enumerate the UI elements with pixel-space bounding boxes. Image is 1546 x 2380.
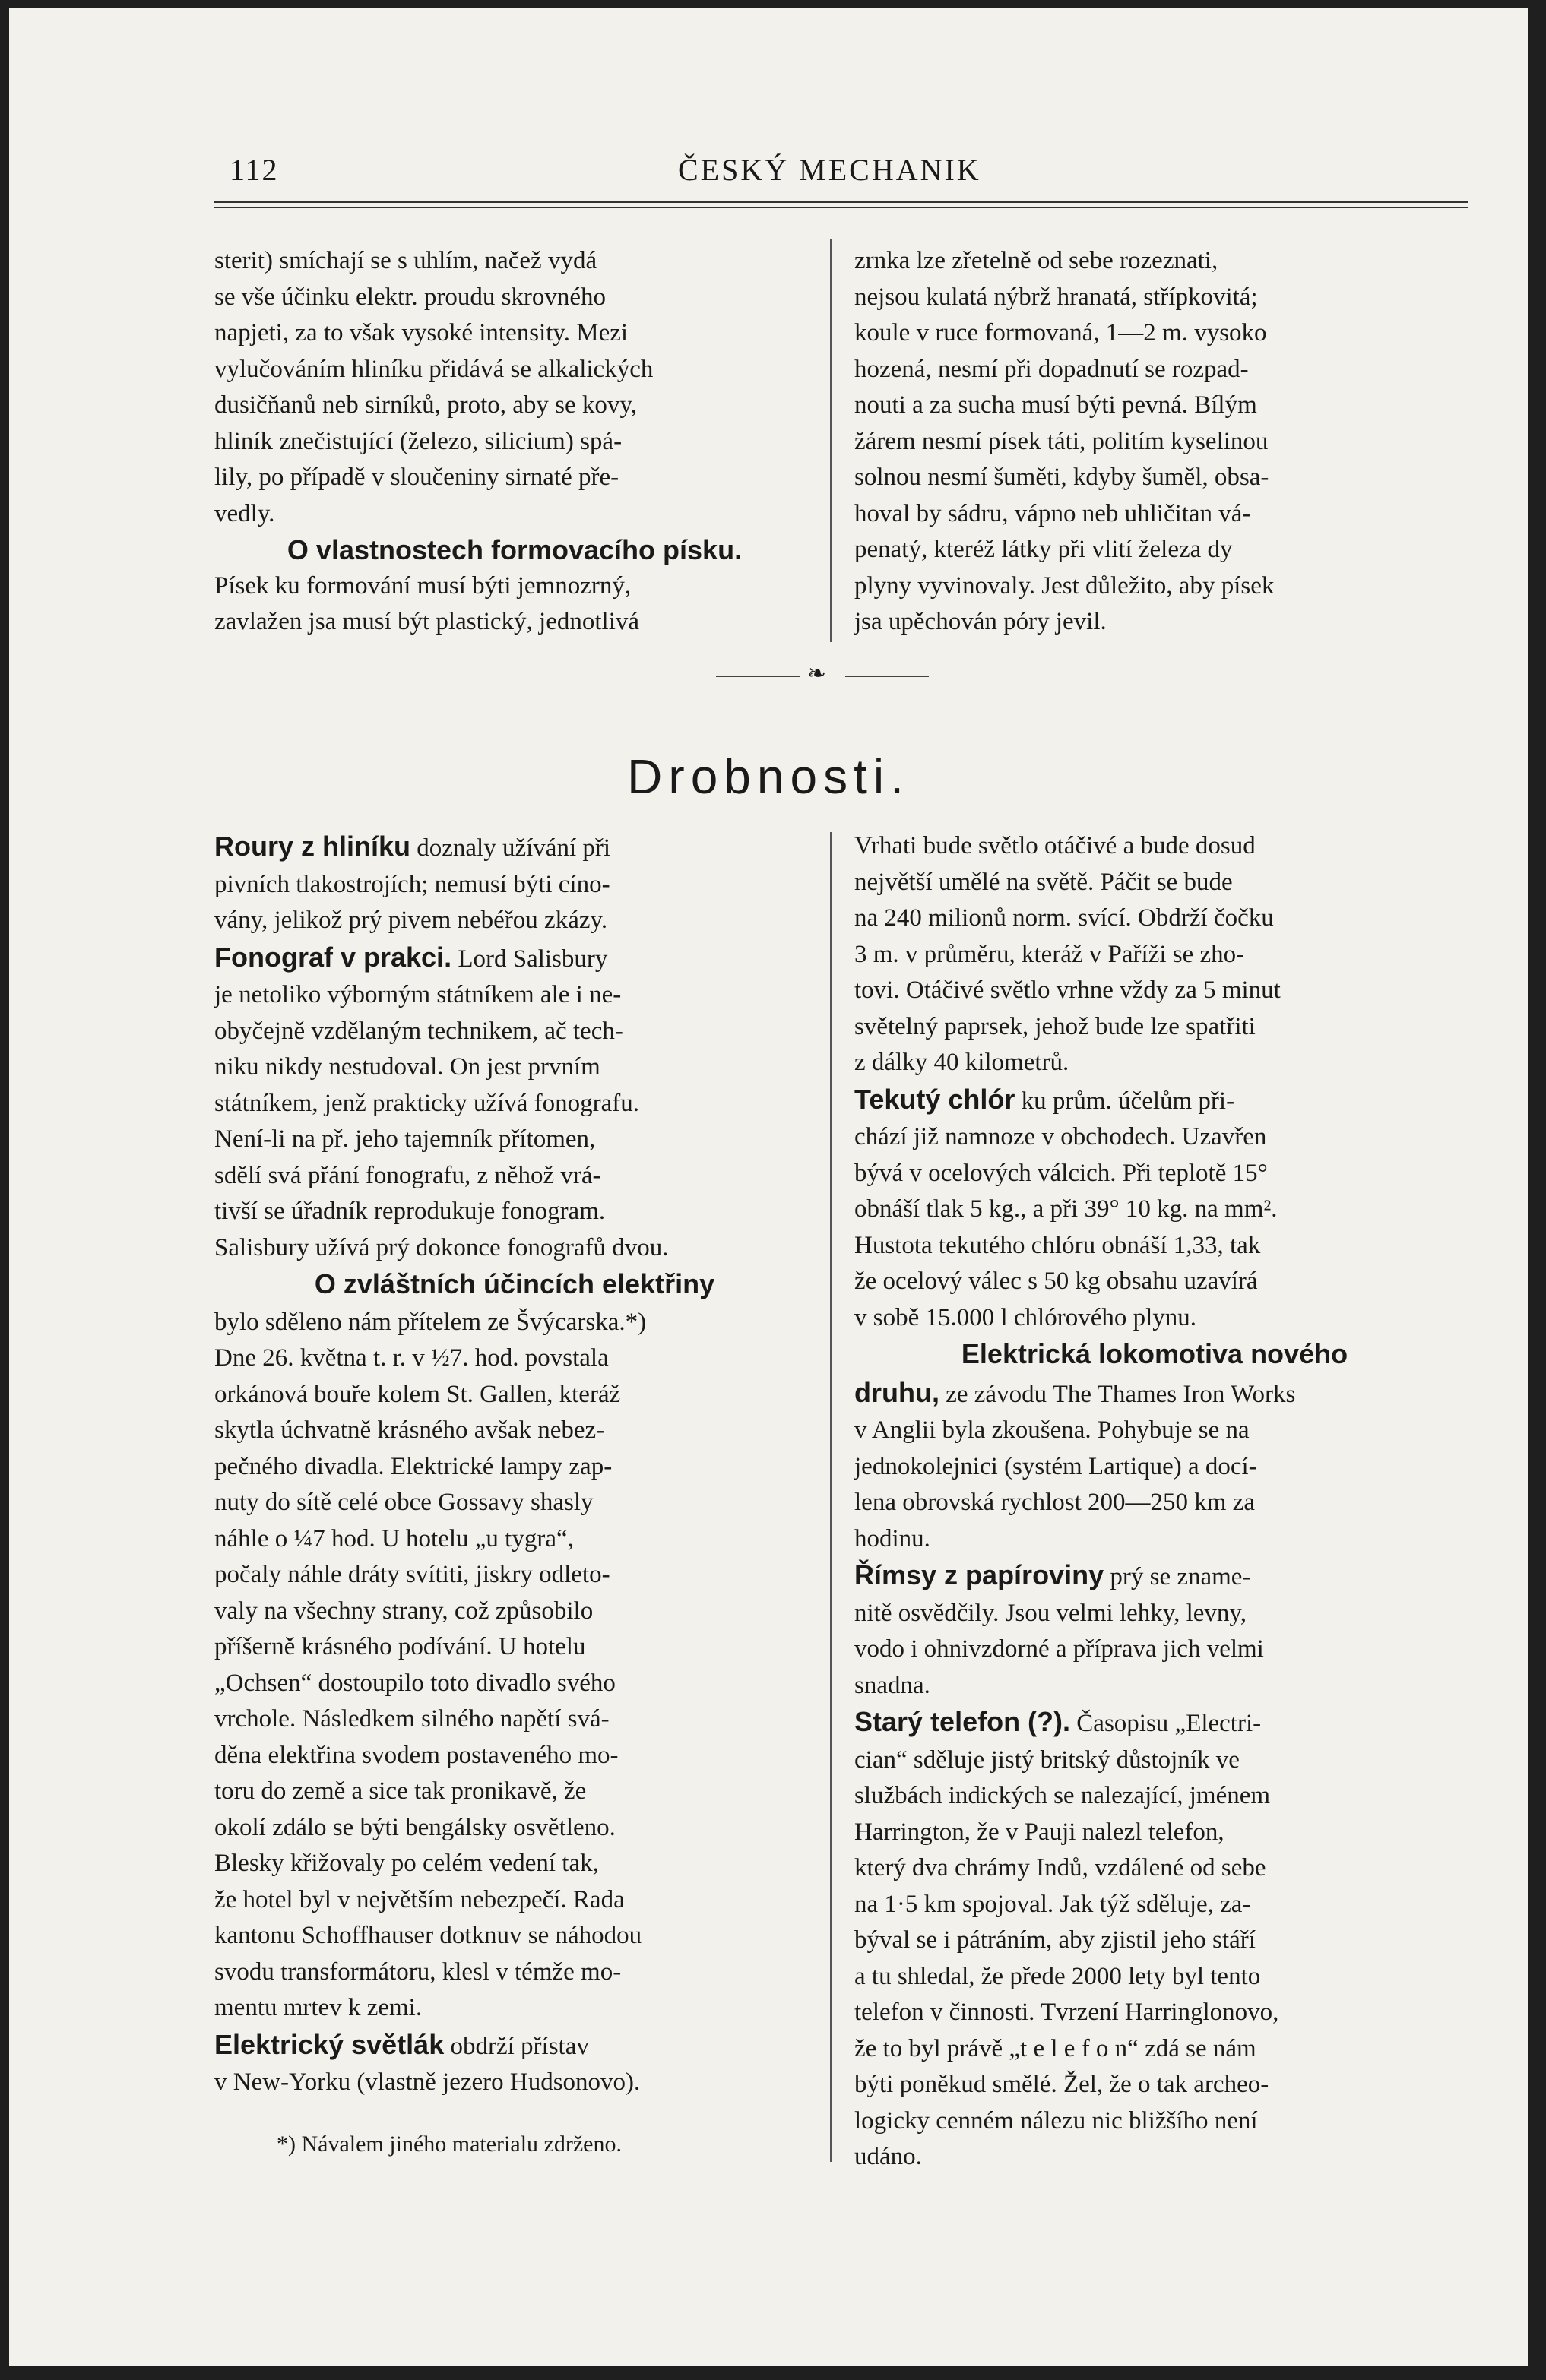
- subheading: O vlastnostech formovacího písku.: [287, 534, 743, 565]
- text-line: chází již namnoze v obchodech. Uzavřen: [854, 1123, 1267, 1150]
- text-line: že to byl právě „t e l e f o n“ zdá se nám: [854, 2034, 1256, 2062]
- article-line-with-heading: Římsy z papíroviny prý se znamе-: [854, 1559, 1251, 1590]
- text-line: Harrington, že v Pauji nalezl telefon,: [854, 1818, 1224, 1846]
- article-heading: O zvláštních účincích elektřiny: [314, 1268, 715, 1299]
- text-line: světelný paprsek, jehož bude lze spatřiti: [854, 1012, 1256, 1040]
- section-title: Drobnosti.: [627, 749, 910, 804]
- text-line: 3 m. v průměru, kteráž v Paříži se zho-: [854, 940, 1245, 968]
- article-line-with-heading: Fonograf v prakci. Lord Salisbury: [214, 941, 608, 973]
- text-line: Vrhati bude světlo otáčivé a bude dosud: [854, 832, 1256, 859]
- text-line: nouti a za sucha musí býti pevná. Bílým: [854, 391, 1257, 419]
- text-line: býval se i pátráním, aby zjistil jeho stáří: [854, 1926, 1256, 1954]
- article-line-with-heading: Tekutý chlór ku prům. účelům při-: [854, 1083, 1235, 1115]
- text-line: jsa upěchován póry jevil.: [854, 608, 1107, 635]
- text-line: koule v ruce formovaná, 1—2 m. vysoko: [854, 319, 1267, 347]
- page-number: 112: [230, 153, 279, 187]
- ornament-glyph: ❧: [807, 661, 827, 686]
- article-line-with-heading: Elektrický světlák obdrží přístav: [214, 2028, 589, 2060]
- text-line: pečného divadla. Elektrické lampy zap-: [214, 1452, 613, 1480]
- text-line: náhle o ¼7 hod. U hotelu „u tygra“,: [214, 1524, 574, 1552]
- text-line: vedly.: [214, 499, 275, 527]
- text-line: počaly náhle dráty svítiti, jiskry odleto-: [214, 1561, 610, 1588]
- text-line: Dne 26. května t. r. v ½7. hod. povstala: [214, 1344, 609, 1372]
- text-line: dusičňanů neb sirníků, proto, aby se kovy,: [214, 391, 638, 419]
- text-line: vodo i ohnivzdorné a příprava jich velmi: [854, 1635, 1264, 1663]
- article-line-with-heading: [214, 1266, 815, 1305]
- article-heading: Římsy z papíroviny: [854, 1559, 1104, 1590]
- text-line: největší umělé na světě. Páčit se bude: [854, 868, 1233, 896]
- text-line: logicky cenném nálezu nic bližšího není: [854, 2106, 1258, 2135]
- text-line: udáno.: [854, 2143, 922, 2170]
- text-line: nitě osvědčily. Jsou velmi lehky, levny,: [854, 1599, 1247, 1627]
- text-line: je netoliko výborným státníkem ale i ne-: [214, 981, 622, 1008]
- text-line: hoval by sádru, vápno neb uhličitan vá-: [854, 499, 1251, 527]
- text-line: penatý, kteréž látky při vlití železa dy: [854, 536, 1233, 563]
- footnote: *) Návalem jiného materialu zdrženo.: [277, 2132, 622, 2157]
- text-line: vylučováním hliníku přidává se alkalických: [214, 355, 654, 383]
- text-line: obyčejně vzdělaným technikem, ač tech-: [214, 1017, 623, 1045]
- text-line: Blesky křižovaly po celém vedení tak,: [214, 1850, 599, 1877]
- text-line: bývá v ocelových válcich. Při teplotě 15°: [854, 1159, 1268, 1187]
- text-line: niku nikdy nestudoval. On jest prvním: [214, 1053, 600, 1081]
- text-line: který dva chrámy Indů, vzdálené od sebe: [854, 1854, 1266, 1882]
- text-line: jednokolejnici (systém Lartique) a docí-: [854, 1452, 1257, 1480]
- text-line: Není-li na př. jeho tajemník přítomen,: [214, 1125, 596, 1153]
- text-line: býti poněkud smělé. Žel, že o tak archeo-: [854, 2071, 1269, 2098]
- running-header: [214, 152, 1468, 198]
- text-line: svodu transformátoru, klesl v témže mo-: [214, 1957, 622, 1986]
- text-line: a tu shledal, že přede 2000 lety byl tento: [854, 1962, 1261, 1990]
- text-line: z dálky 40 kilometrů.: [854, 1049, 1069, 1076]
- text-line: státníkem, jenž prakticky užívá fonografu.: [214, 1089, 639, 1117]
- text-line: Salisbury užívá prý dokonce fonografů dvou.: [214, 1233, 669, 1261]
- text-line: Hustota tekutého chlóru obnáší 1,33, tak: [854, 1231, 1261, 1259]
- page: [9, 8, 1528, 2366]
- header-rule-second: [214, 207, 1468, 208]
- text-line: sterit) smíchají se s uhlím, načež vydá: [214, 247, 597, 274]
- article-heading: Elektrický světlák: [214, 2028, 445, 2060]
- text-line: obnáší tlak 5 kg., a při 39° 10 kg. na mm².: [854, 1195, 1278, 1223]
- top-left-column: [214, 243, 815, 641]
- text-line: solnou nesmí šuměti, kdyby šuměl, obsa-: [854, 464, 1269, 491]
- text-line: kantonu Schoffhauser dotknuv se náhodou: [214, 1922, 642, 1949]
- text-line: vány, jelikož prý pivem nebéřou zkázy.: [214, 907, 608, 934]
- article-line-with-heading: [854, 1336, 1455, 1375]
- text-line: hodinu.: [854, 1524, 930, 1552]
- text-line: orkánová bouře kolem St. Gallen, kteráž: [214, 1380, 621, 1408]
- text-line: bylo sděleno nám přítelem ze Švýcarska.*): [214, 1308, 647, 1336]
- text-line: na 240 milionů norm. svící. Obdrží čočku: [854, 904, 1274, 932]
- right-column: [854, 828, 1455, 2176]
- article-line-with-heading: Roury z hliníku doznaly užívání při: [214, 831, 611, 862]
- text-line: skytla úchvatně krásného avšak nebez-: [214, 1416, 605, 1444]
- text-line: lily, po případě v sloučeniny sirnaté pře-: [214, 464, 619, 491]
- text-line: děna elektřina svodem postaveného mo-: [214, 1741, 619, 1769]
- text-line: Písek ku formování musí býti jemnozrný,: [214, 571, 632, 600]
- article-heading: Starý telefon (?).: [854, 1706, 1071, 1737]
- article-heading: druhu,: [854, 1376, 939, 1408]
- text-line: v sobě 15.000 l chlórového plynu.: [854, 1303, 1197, 1331]
- text-line: zavlažen jsa musí být plastický, jednotlivá: [214, 608, 640, 635]
- article-line-with-heading: Starý telefon (?). Časopisu „Electri-: [854, 1706, 1262, 1737]
- article-heading: Fonograf v prakci.: [214, 941, 452, 973]
- text-line: telefon v činnosti. Tvrzení Harringlonovo,: [854, 1999, 1279, 2026]
- text-line: v New-Yorku (vlastně jezero Hudsonovo).: [214, 2068, 641, 2096]
- text-line: službách indických se nalezající, jménem: [854, 1782, 1271, 1809]
- article-heading: Elektrická lokomotiva nového: [961, 1338, 1348, 1369]
- text-line: že ocelový válec s 50 kg obsahu uzavírá: [854, 1268, 1258, 1295]
- text-line: příšerně krásného podívání. U hotelu: [214, 1633, 586, 1660]
- text-line: okolí zdálo se býti bengálsky osvětleno.: [214, 1813, 616, 1841]
- text-line: žárem nesmí písek táti, politím kyselinou: [854, 427, 1269, 455]
- article-heading: Roury z hliníku: [214, 831, 411, 862]
- text-line: toru do země a sice tak pronikavě, že: [214, 1777, 587, 1805]
- text-line: plyny vyvinovaly. Jest důležito, aby písek: [854, 571, 1275, 600]
- text-line: cian“ sděluje jistý britský důstojník ve: [854, 1745, 1240, 1774]
- text-line: mentu mrtev k zemi.: [214, 1994, 423, 2021]
- top-right-column: [854, 243, 1455, 641]
- text-line: pivních tlakostrojích; nemusí býti cíno-: [214, 870, 610, 898]
- running-title: ČESKÝ MECHANIK: [678, 153, 981, 187]
- text-line: se vše účinku elektr. proudu skrovného: [214, 283, 607, 311]
- header-rule: [214, 201, 1468, 203]
- text-line: tivší se úřadník reprodukuje fonogram.: [214, 1198, 606, 1225]
- article-line-with-heading: druhu, ze závodu The Thames Iron Works: [854, 1376, 1296, 1408]
- section-ornament: [716, 661, 944, 688]
- text-line: lena obrovská rychlost 200—250 km za: [854, 1489, 1255, 1516]
- text-line: sdělí svá přání fonografu, z něhož vrá-: [214, 1161, 601, 1189]
- text-line: hozená, nesmí při dopadnutí se rozpad-: [854, 355, 1249, 383]
- text-line: na 1·5 km spojoval. Jak týž sděluje, za-: [854, 1890, 1251, 1918]
- text-line: vrchole. Následkem silného napětí svá-: [214, 1705, 610, 1733]
- text-line: valy na všechny strany, což způsobilo: [214, 1597, 594, 1625]
- text-line: snadna.: [854, 1671, 930, 1699]
- text-line: nejsou kulatá nýbrž hranatá, střípkovitá;: [854, 283, 1258, 311]
- text-line: tovi. Otáčivé světlo vrhne vždy za 5 minut: [854, 976, 1281, 1004]
- article-heading: Tekutý chlór: [854, 1083, 1015, 1115]
- column-divider-top: [830, 239, 832, 642]
- column-divider-bottom: [830, 832, 832, 2162]
- text-line: hliník znečistující (železo, silicium) spá-: [214, 427, 623, 455]
- text-line: napjeti, za to však vysoké intensity. Mezi: [214, 319, 629, 347]
- text-line: v Anglii byla zkoušena. Pohybuje se na: [854, 1416, 1250, 1444]
- left-column: [214, 828, 815, 2101]
- text-line: že hotel byl v největším nebezpečí. Rada: [214, 1885, 625, 1913]
- text-line: „Ochsen“ dostoupilo toto divadlo svého: [214, 1669, 616, 1697]
- text-line: nuty do sítě celé obce Gossavy shasly: [214, 1489, 594, 1516]
- text-line: zrnka lze zřetelně od sebe rozeznati,: [854, 247, 1218, 274]
